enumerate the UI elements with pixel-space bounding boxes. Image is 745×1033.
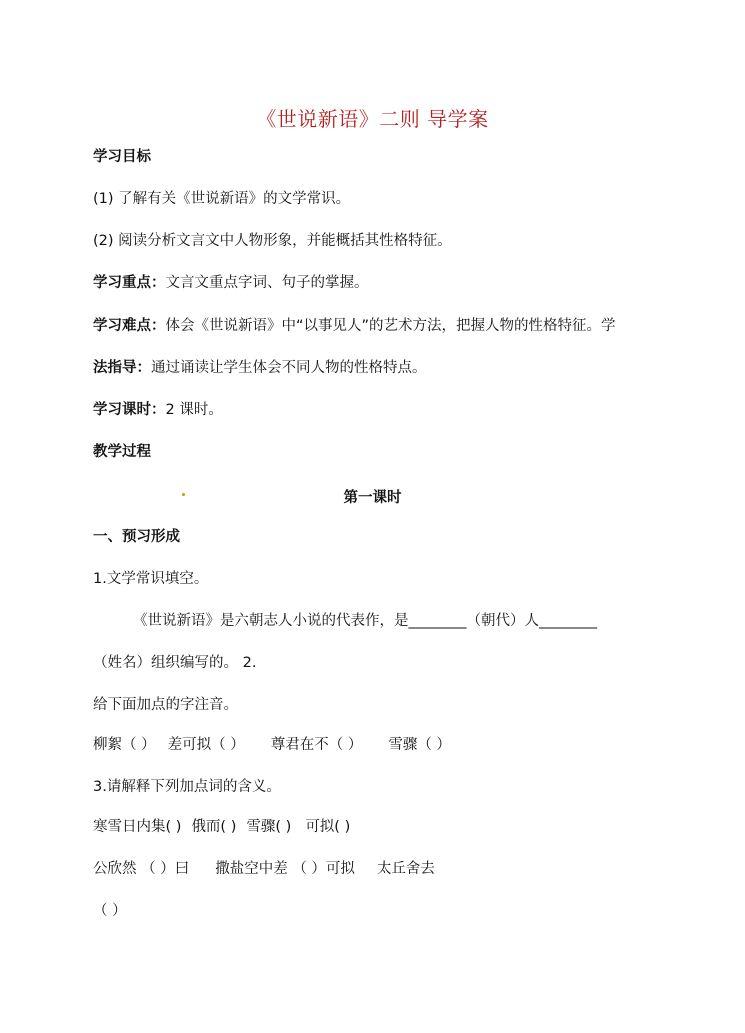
q2-items [93,736,451,754]
q3-row-1 [93,818,350,836]
q3-item: 公欣然 （ ）曰 [93,861,190,877]
hours-label: 学习课时： [93,402,166,418]
difficulty-label: 学习难点： [93,318,166,334]
method-text: 通过诵读让学生体会不同人物的性格特点。 [151,360,427,376]
section1-heading: 一、预习形成 [93,529,180,545]
q1-line-2: （姓名）组织编写的。 2. [93,655,257,671]
q2-item: 柳絮（ ） [93,737,156,753]
difficulty-text: 体会《世说新语》中“以事见人”的艺术方法，把握人物的性格特征。学 [165,318,616,334]
q1-heading: 1.文学常识填空。 [93,571,209,587]
key-point-label: 学习重点： [93,275,166,291]
process-heading: 教学过程 [93,444,151,460]
objectives-heading: 学习目标 [93,149,151,165]
q2-item: 差可拟（ ） [167,737,245,753]
q3-item: 雪骤( ) [246,819,292,835]
q3-row-3: （ ） [93,903,127,919]
lesson-heading: 第一课时 [343,490,402,506]
q3-item: 寒雪日内集( ) [93,819,182,835]
key-point-line [93,274,369,292]
q1-line-1: 《世说新语》是六朝志人小说的代表作，是________（朝代）人________ [133,613,597,629]
document-title: 《世说新语》二则 导学案 [256,107,489,131]
hours-line [93,401,223,419]
difficulty-line [93,317,616,335]
q3-item: 俄而( ) [191,819,237,835]
method-line [93,359,427,377]
hours-text: 2 课时。 [165,402,223,418]
q3-item: 太丘舍去 [376,861,435,877]
q2-heading: 给下面加点的字注音。 [93,697,238,713]
q3-item: 撒盐空中差 （ ）可拟 [215,861,355,877]
q2-item: 尊君在不（ ） [270,737,363,753]
q3-row-2 [93,860,435,878]
objective-item-2: (2) 阅读分析文言文中人物形象，并能概括其性格特征。 [93,233,452,249]
objective-item-1: (1) 了解有关《世说新语》的文学常识。 [93,191,351,207]
q3-item: 可拟( ) [305,819,351,835]
method-label: 法指导： [93,360,151,376]
q3-heading: 3.请解释下列加点词的含义。 [93,779,281,795]
key-point-text: 文言文重点字词、句子的掌握。 [165,275,369,291]
q2-item: 雪骤（ ） [388,737,451,753]
